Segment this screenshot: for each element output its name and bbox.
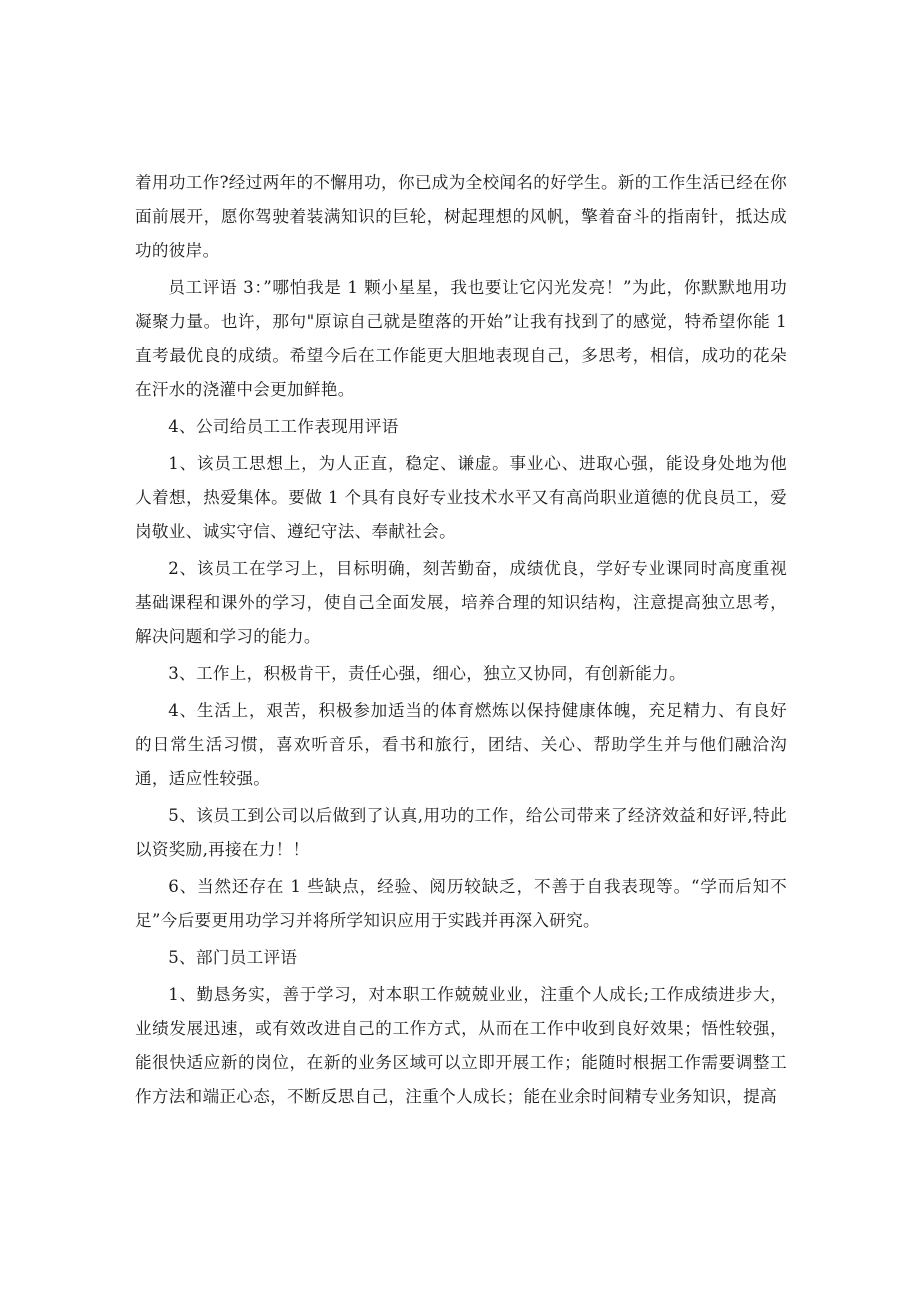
paragraph-continuation: 着用功工作?经过两年的不懈用功，你已成为全校闻名的好学生。新的工作生活已经在你面前展开，愿你驾驶着装满知识的巨轮，树起理想的风帆，擎着奋斗的指南针，抵达成功的彼岸。	[135, 173, 787, 260]
section-heading-4: 4、公司给员工工作表现用评语	[168, 417, 399, 436]
section-heading-5: 5、部门员工评语	[168, 948, 298, 967]
paragraph-item-2: 2、该员工在学习上，目标明确，刻苦勤奋，成绩优良，学好专业课同时高度重视基础课程和课外的学习，使自己全面发展，培养合理的知识结构，注意提高独立思考，解决问题和学习的能力。	[135, 559, 787, 646]
paragraph-item-6: 6、当然还存在 1 些缺点，经验、阅历较缺乏，不善于自我表现等。“学而后知不足”今后要更用功学习并将所学知识应用于实践并再深入研究。	[135, 877, 787, 930]
document-body	[135, 166, 787, 1117]
paragraph-dept-item-1: 1、勤恳务实，善于学习，对本职工作兢兢业业，注重个人成长;工作成绩进步大，业绩发展迅速，或有效改进自己的工作方式，从而在工作中收到良好效果；悟性较强，能很快适应新的岗位，在新的业务区域可以立即开展工作；能随时根据工作需要调整工作方法和端正心态，不断反思自己，注重个人成长；能在业余时间精专业务知识，提高	[135, 985, 787, 1106]
paragraph-item-5: 5、该员工到公司以后做到了认真,用功的工作，给公司带来了经济效益和好评,特此以资奖励,再接在力！！	[135, 806, 787, 859]
paragraph-evaluation-3: 员工评语 3：”哪怕我是 1 颗小星星，我也要让它闪光发亮！”为此，你默默地用功凝聚力量。也许，那句"原谅自己就是堕落的开始”让我有找到了的感觉，特希望你能 1 直考最优良的成绩。希望今后在工作能更大胆地表现自己，多思考，相信，成功的花朵在汗水的浇灌中会更加鲜艳。	[135, 278, 787, 399]
paragraph-item-3: 3、工作上，积极肯干，责任心强，细心，独立又协同，有创新能力。	[168, 664, 686, 683]
paragraph-item-4: 4、生活上，艰苦，积极参加适当的体育燃炼以保持健康体魄，充足精力、有良好的日常生活习惯，喜欢听音乐，看书和旅行，团结、关心、帮助学生并与他们融洽沟通，适应性较强。	[135, 701, 787, 788]
paragraph-item-1: 1、该员工思想上，为人正直，稳定、谦虚。事业心、进取心强，能设身处地为他人着想，热爱集体。要做 1 个具有良好专业技术水平又有高尚职业道德的优良员工，爱岗敬业、诚实守信、遵纪守法、奉献社会。	[135, 454, 787, 541]
